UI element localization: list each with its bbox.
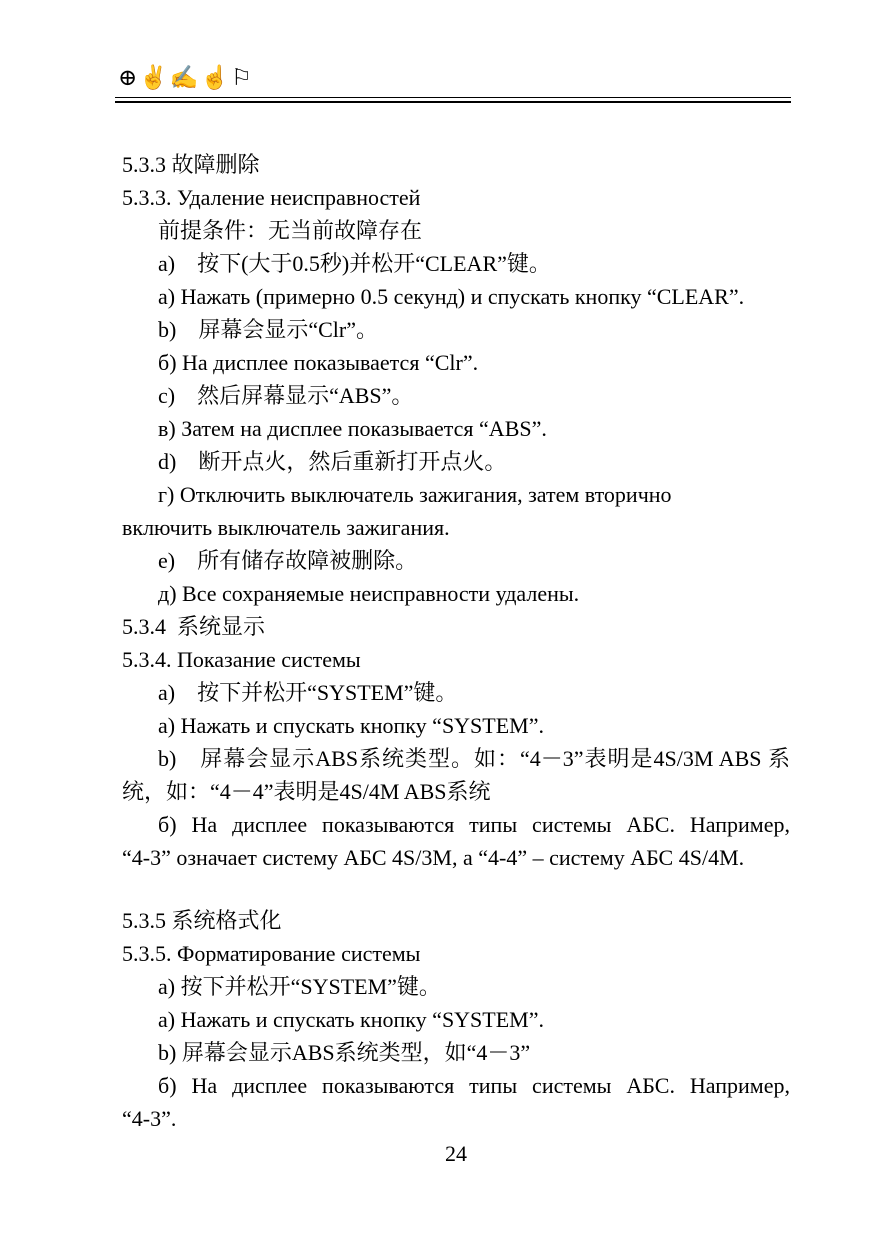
sys-step-b-ru-line1: б) На дисплее показываются типы системы АБС. Например,: [158, 812, 790, 837]
heading-5-3-3-ru: 5.3.3. Удаление неисправностей: [122, 185, 421, 210]
company-logo: ⊕✌✍☝⚐: [118, 65, 254, 90]
step-c-ru: в) Затем на дисплее показывается “ABS”.: [158, 416, 547, 441]
fmt-step-b-ru-line2: “4-3”.: [122, 1106, 177, 1131]
precondition-zh: 前提条件：无当前故障存在: [158, 218, 423, 243]
step-b-zh: b) 屏幕会显示“Clr”。: [158, 317, 378, 342]
page-number: 24: [445, 1141, 467, 1166]
heading-5-3-4-zh: 5.3.4 系统显示: [122, 614, 266, 639]
sys-step-a-ru: а) Нажать и спускать кнопку “SYSTEM”.: [158, 713, 544, 738]
fmt-step-b-zh: b) 屏幕会显示ABS系统类型，如“4－3”: [158, 1040, 531, 1065]
step-d-ru-line1: г) Отключить выключатель зажигания, затем вторично: [158, 482, 672, 507]
step-e-ru: д) Все сохраняемые неисправности удалены.: [158, 581, 580, 606]
fmt-step-a-ru: a) Нажать и спускать кнопку “SYSTEM”.: [158, 1007, 544, 1032]
step-d-ru-line2: включить выключатель зажигания.: [122, 515, 450, 540]
section-spacer: [122, 874, 790, 904]
step-b-ru: б) На дисплее показывается “Clr”.: [158, 350, 479, 375]
step-a-zh: a) 按下(大于0.5秒)并松开“CLEAR”键。: [158, 251, 551, 276]
sys-step-b-zh-line1: b) 屏幕会显示ABS系统类型。如：“4－3”表明是4S/3M ABS 系: [158, 746, 790, 771]
fmt-step-a-zh: a) 按下并松开“SYSTEM”键。: [158, 974, 441, 999]
sys-step-b-zh-line2: 统，如：“4－4”表明是4S/4M ABS系统: [122, 779, 491, 804]
fmt-step-b-ru-line1: б) На дисплее показываются типы системы АБС. Например,: [158, 1073, 790, 1098]
sys-step-b-ru-line2: “4-3” означает систему АБС 4S/3M, а “4-4” – систему АБС 4S/4M.: [122, 845, 745, 870]
step-d-zh: d) 断开点火，然后重新打开点火。: [158, 449, 507, 474]
heading-5-3-3-zh: 5.3.3 故障删除: [122, 152, 260, 177]
step-a-ru: а) Нажать (примерно 0.5 секунд) и спускать кнопку “CLEAR”.: [158, 284, 745, 309]
step-e-zh: e) 所有储存故障被删除。: [158, 548, 418, 573]
document-body: [122, 148, 790, 1170]
heading-5-3-4-ru: 5.3.4. Показание системы: [122, 647, 361, 672]
heading-5-3-5-zh: 5.3.5 系统格式化: [122, 908, 282, 933]
heading-5-3-5-ru: 5.3.5. Форматирование системы: [122, 941, 421, 966]
header-divider: [115, 97, 791, 103]
step-c-zh: c) 然后屏幕显示“ABS”。: [158, 383, 414, 408]
sys-step-a-zh: a) 按下并松开“SYSTEM”键。: [158, 680, 458, 705]
